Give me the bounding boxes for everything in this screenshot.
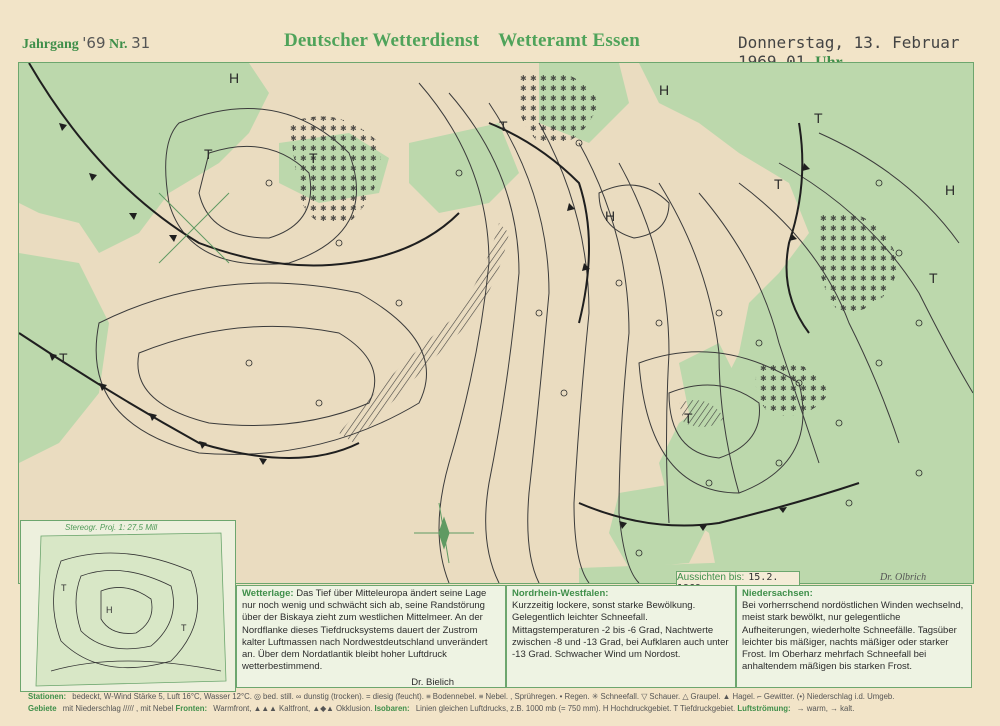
- title: Deutscher Wetterdienst: [284, 30, 480, 51]
- map-graphic: [19, 63, 973, 583]
- date: Donnerstag, 13. Februar: [738, 33, 960, 52]
- nrw-title: Nordrhein-Westfalen:: [512, 588, 609, 599]
- legend-gebiete-label: Gebiete: [28, 704, 57, 713]
- svg-text:H: H: [106, 605, 113, 615]
- legend-gebiete-text: mit Niederschlag ///// , mit Nebel: [62, 704, 174, 713]
- low-label: T: [929, 270, 938, 286]
- outlook-date: 15.2.: [748, 572, 779, 583]
- legend-row-areas: [28, 704, 854, 713]
- outlook-box: [676, 571, 800, 586]
- low-label: T: [59, 350, 68, 366]
- high-label: H: [659, 82, 670, 98]
- high-label: H: [945, 182, 956, 198]
- outlook-label: Aussichten bis:: [677, 572, 745, 583]
- inset-map: [20, 520, 236, 692]
- legend-stationen-label: Stationen:: [28, 692, 67, 701]
- synoptic-map: [18, 62, 974, 584]
- legend-row-stations: [28, 692, 894, 701]
- svg-text:T: T: [181, 623, 187, 633]
- wetterlage-text: Das Tief über Mitteleuropa ändert seine Lage nur noch wenig und schwächt sich ab, seine Randstörung über der Biskaya zieht zum westlichen Mittelmeer. An der Nordflanke dieses Tiefdrucksystems dauert der Zustrom kalter Luftmassen nach Nordwestdeutschland unverändert an. Über dem Nordatlantik bleibt hoher Luftdruck wetterbestimmend.: [242, 588, 488, 673]
- niedersachsen-text: Bei vorherrschend nordöstlichen Winden wechselnd, meist stark bewölkt, nur gelegentliche Aufheiterungen, wiederholte Schneefälle. Tagsüber leichter bis mäßiger, nachts mäßiger oder starker Frost. Im Oberharz mehrfach Schneefall bei anhaltendem mäßigen bis starken Frost.: [742, 600, 964, 673]
- low-label: T: [309, 150, 318, 166]
- high-label: H: [605, 208, 616, 224]
- low-label: T: [684, 410, 693, 426]
- low-label: T: [204, 146, 213, 162]
- issue-info: [22, 34, 150, 53]
- legend-luftstroemung-label: Luftströmung:: [737, 704, 791, 713]
- legend-stationen-text: bedeckt, W-Wind Stärke 5, Luft 16°C, Wasser 12°C. ◎ bed. still. ∞ dunstig (trocken). = diesig (feucht). ≡ Bodennebel. ≡ Nebel. , Sprühregen. • Regen. ✳ Schneefall. ▽ Schauer. △ Graupel. ▲ Hagel. ⌐ Gewitter. (•) Niederschlag i.d. Umgeb.: [72, 692, 895, 701]
- inset-graphic: [21, 521, 235, 691]
- year: '69: [82, 34, 106, 52]
- nr-label: Nr.: [109, 37, 128, 52]
- legend-fronten-label: Fronten:: [175, 704, 208, 713]
- publisher-title: [284, 30, 640, 52]
- low-label: T: [814, 110, 823, 126]
- nrw-box: [506, 585, 736, 688]
- svg-text:T: T: [61, 583, 67, 593]
- inset-title: Stereogr. Proj. 1: 27,5 Mill: [65, 523, 158, 532]
- wetterlage-author: Dr. Bielich: [411, 677, 454, 689]
- land-greenland-east: [409, 123, 519, 213]
- land-greenland: [19, 63, 269, 253]
- header: [0, 28, 1000, 58]
- niedersachsen-title: Niedersachsen:: [742, 588, 813, 599]
- map-signature: Dr. Olbrich: [880, 572, 927, 583]
- legend-luftstroemung-text: → warm, → kalt.: [796, 704, 855, 713]
- subtitle: Wetteramt Essen: [498, 30, 640, 51]
- snow-area-iceland: [289, 116, 381, 225]
- legend-isobaren-label: Isobaren:: [374, 704, 410, 713]
- nrw-text: Kurzzeitig lockere, sonst starke Bewölkung. Gelegentlich leichter Schneefall. Mittagstemperaturen -2 bis -6 Grad, Nachtwerte zwischen -8 und -13 Grad, bei Aufklaren auch unter -13 Grad. Schwacher Wind um Nordost.: [512, 600, 729, 661]
- front-band-atlantic: [339, 223, 509, 443]
- niedersachsen-box: [736, 585, 972, 688]
- low-label: T: [774, 176, 783, 192]
- jahrgang-label: Jahrgang: [22, 37, 79, 52]
- wetterlage-box: [236, 585, 506, 688]
- legend-fronten-text: Warmfront, ▲▲▲ Kaltfront, ▲◆▲ Okklusion.: [213, 704, 373, 713]
- legend-isobaren-text: Linien gleichen Luftdrucks, z.B. 1000 mb (= 750 mm). H Hochdruckgebiet. T Tiefdruckgebiet.: [415, 704, 736, 713]
- wetterlage-title: Wetterlage:: [242, 588, 294, 599]
- low-label: T: [499, 118, 508, 134]
- issue-number: 31: [131, 34, 151, 52]
- high-label: H: [229, 70, 240, 86]
- legend: [18, 690, 972, 720]
